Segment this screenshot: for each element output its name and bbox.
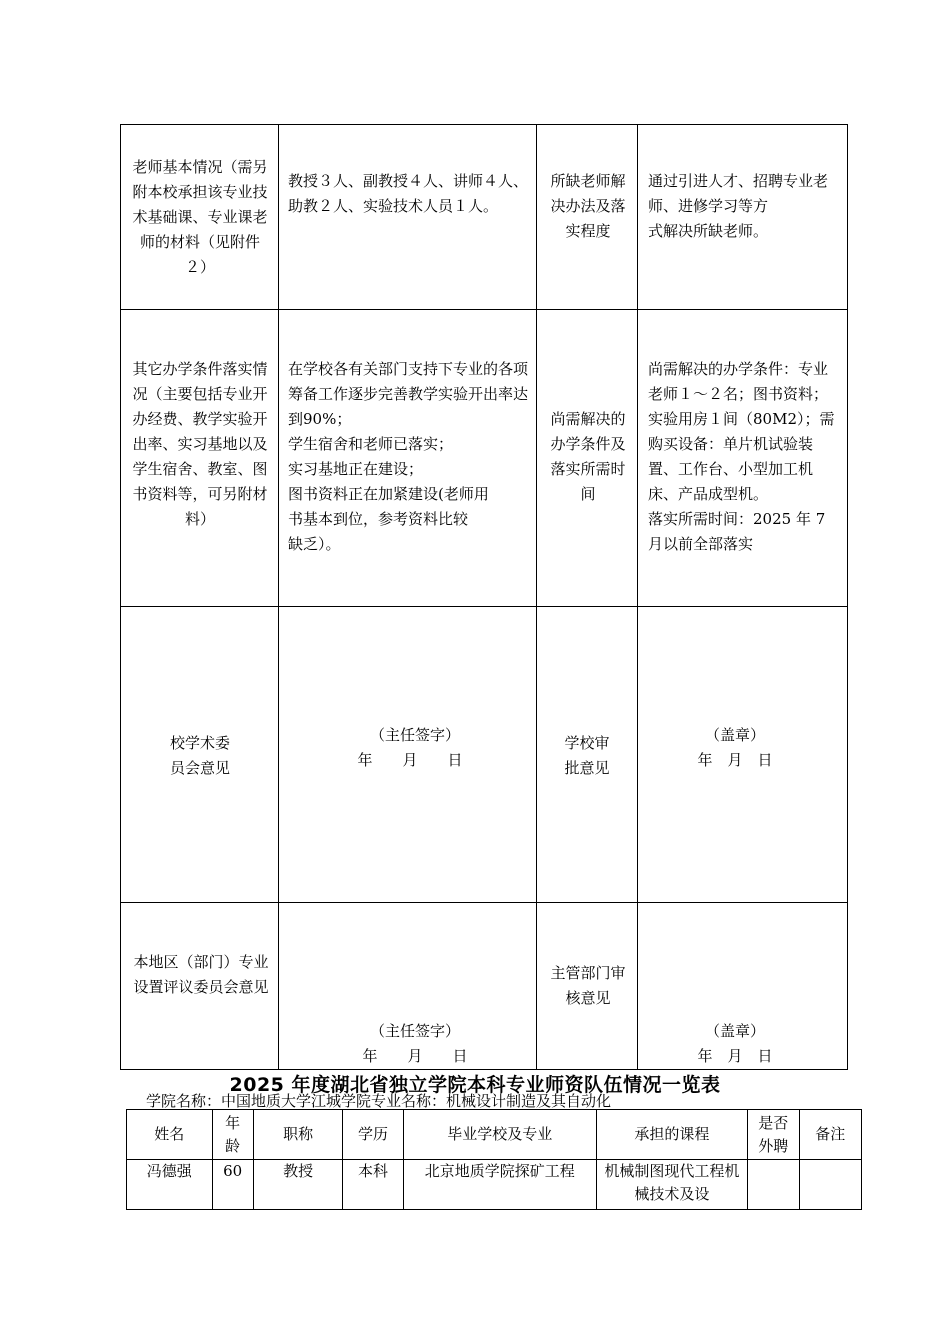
school-approval-label: 学校审 批意见: [564, 734, 610, 777]
staff-table: [126, 1109, 862, 1210]
header-external: 是否外聘: [747, 1110, 799, 1160]
regional-committee-label: 本地区（部门）专业设置评议委员会意见: [133, 953, 269, 996]
header-remarks: 备注: [799, 1110, 861, 1160]
academic-committee-label: 校学术委 员会意见: [169, 734, 230, 777]
table-header-row: [127, 1110, 862, 1160]
authority-review-label: 主管部门审核意见: [550, 964, 626, 1007]
staff-table-title: 2025 年度湖北省独立学院本科专业师资队伍情况一览表: [229, 1074, 721, 1096]
form-divider-1: [278, 124, 279, 1070]
cell-title: 教授: [253, 1160, 343, 1210]
cell-school-major: 北京地质学院探矿工程: [403, 1160, 596, 1210]
header-courses: 承担的课程: [596, 1110, 747, 1160]
teacher-info-label: 老师基本情况（需另附本校承担该专业技术基础课、专业课老师的材料（见附件２）: [132, 158, 268, 276]
director-signature-2: （主任签字）: [369, 1022, 460, 1040]
missing-teacher-content: 通过引进人才、招聘专业老师、进修学习等方 式解决所缺老师。: [648, 172, 829, 240]
form-divider-3: [637, 124, 638, 1070]
form-border-left: [120, 124, 121, 1070]
form-border-top: [120, 124, 848, 125]
header-name: 姓名: [127, 1110, 213, 1160]
table-row: [127, 1160, 862, 1210]
signature-date-2: 年 月 日: [362, 1047, 468, 1065]
cell-name: 冯德强: [127, 1160, 213, 1210]
form-row-line-2: [120, 606, 848, 607]
seal-date-1: 年 月 日: [697, 751, 773, 769]
header-school-major: 毕业学校及专业: [403, 1110, 596, 1160]
cell-external: [747, 1160, 799, 1210]
missing-teacher-label: 所缺老师解决办法及落实程度: [550, 172, 626, 240]
other-conditions-label: 其它办学条件落实情况（主要包括专业开办经费、教学实验开出率、实习基地以及学生宿舍、教室、图书资料等，可另附材料）: [132, 360, 268, 528]
other-conditions-content: 在学校各有关部门支持下专业的各项筹备工作逐步完善教学实验开出率达到90%； 学生宿舍和老师已落实； 实习基地正在建设； 图书资料正在加紧建设(老师用 书基本到位，参考资料比较 缺乏）。: [288, 360, 529, 553]
seal-1: （盖章）: [704, 726, 765, 744]
header-education: 学历: [343, 1110, 403, 1160]
form-border-right: [847, 124, 848, 1070]
form-row-line-1: [120, 309, 848, 310]
header-age: 年龄: [212, 1110, 253, 1160]
teacher-info-content: 教授３人、副教授４人、讲师４人、助教２人、实验技术人员１人。: [288, 172, 529, 215]
seal-date-2: 年 月 日: [697, 1047, 773, 1065]
form-row-line-3: [120, 902, 848, 903]
cell-courses: 机械制图现代工程机械技术及设: [596, 1160, 747, 1210]
signature-date-1: 年 月 日: [357, 751, 463, 769]
seal-2: （盖章）: [704, 1022, 765, 1040]
cell-age: 60: [212, 1160, 253, 1210]
pending-conditions-label: 尚需解决的办学条件及落实所需时间: [550, 410, 626, 503]
pending-conditions-content: 尚需解决的办学条件：专业老师１～２名；图书资料；实验用房１间（80M2）；需购买设备：单片机试验装置、工作台、小型加工机床、产品成型机。 落实所需时间：2025 年 7 月以前全部落实: [648, 360, 835, 553]
staff-table-subtitle: 学院名称：中国地质大学江城学院专业名称：机械设计制造及其自动化: [146, 1092, 612, 1110]
form-divider-2: [536, 124, 537, 1070]
cell-remarks: [799, 1160, 861, 1210]
header-title: 职称: [253, 1110, 343, 1160]
director-signature-1: （主任签字）: [369, 726, 460, 744]
cell-education: 本科: [343, 1160, 403, 1210]
